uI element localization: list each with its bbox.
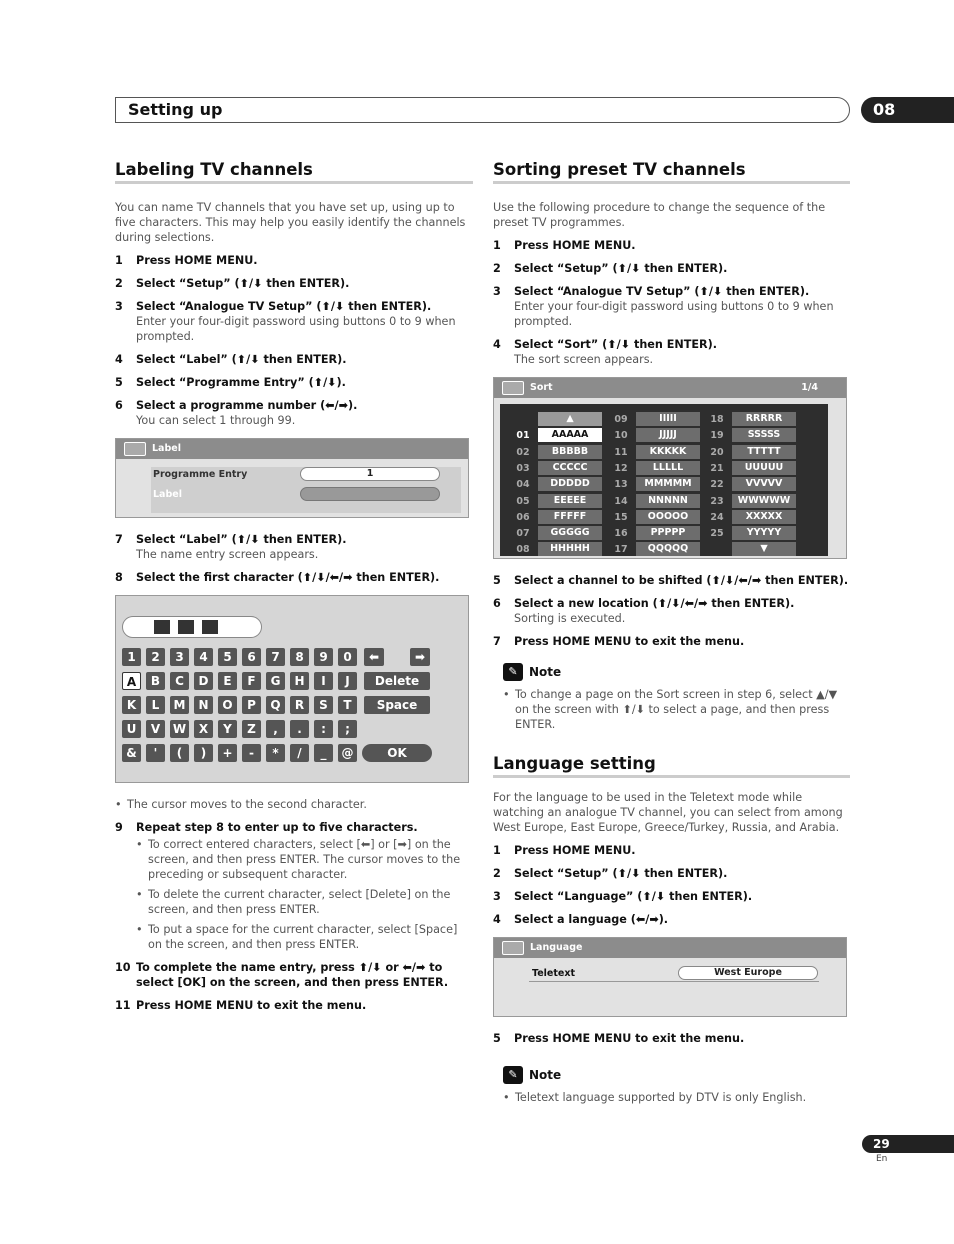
step-main: Select a language (⬅/➡).: [514, 913, 669, 926]
step-text: [136, 299, 473, 344]
sort-cell[interactable]: PPPPP: [636, 526, 700, 540]
step-item: [493, 573, 850, 588]
key-0-8[interactable]: 9: [314, 648, 333, 666]
sort-number: 12: [614, 462, 628, 474]
step-item: [115, 253, 473, 268]
key-0-0[interactable]: 1: [122, 648, 141, 666]
sort-cell[interactable]: CCCCC: [538, 461, 602, 475]
key-1-9[interactable]: J: [338, 672, 357, 690]
page-up-button[interactable]: ▲: [538, 412, 602, 426]
sort-cell[interactable]: UUUUU: [732, 461, 796, 475]
step-main: Select “Analogue TV Setup” (⬆/⬇ then ENTER).: [514, 285, 810, 298]
key-3-9[interactable]: ;: [338, 720, 357, 738]
key-2-3[interactable]: N: [194, 696, 213, 714]
step-main: Select “Setup” (⬆/⬇ then ENTER).: [514, 867, 728, 880]
language-code: En: [876, 1154, 888, 1164]
sort-cell[interactable]: SSSSS: [732, 428, 796, 442]
sort-number: 18: [710, 414, 724, 425]
step-sub: The name entry screen appears.: [136, 548, 319, 561]
step-item: [115, 570, 473, 585]
key-2-5[interactable]: P: [242, 696, 261, 714]
key-1-0[interactable]: A: [122, 672, 141, 690]
sort-number: 23: [710, 495, 724, 507]
step-number: 2: [493, 262, 501, 275]
sort-number: 06: [516, 511, 530, 523]
step-main: Select “Setup” (⬆/⬇ then ENTER).: [136, 277, 350, 290]
step-main: Press HOME MENU to exit the menu.: [514, 635, 745, 648]
bullet-text: To correct entered characters, select [⬅] or [➡] on the screen, and then press ENTER. The cursor moves to the preceding or subsequent character.: [148, 838, 461, 881]
step-number: 5: [115, 376, 123, 389]
key-3-8[interactable]: :: [314, 720, 333, 738]
sort-cell[interactable]: TTTTT: [732, 445, 796, 459]
note-icon: ✎: [503, 663, 523, 681]
step-item: [493, 238, 850, 253]
step-item: [493, 261, 850, 276]
key-3-7[interactable]: .: [290, 720, 309, 738]
sort-number: 04: [516, 479, 530, 491]
section-header: [115, 97, 850, 123]
keyboard-osd: [115, 595, 469, 783]
key-2-6[interactable]: Q: [266, 696, 285, 714]
step-text: [514, 866, 727, 881]
step-number: 7: [115, 533, 123, 546]
sort-cell[interactable]: BBBBB: [538, 445, 602, 459]
step-number: 5: [493, 574, 501, 587]
sort-cell[interactable]: OOOOO: [636, 510, 700, 524]
tv-icon: [502, 381, 524, 395]
sort-cell[interactable]: XXXXX: [732, 510, 796, 524]
sort-cell[interactable]: RRRRR: [732, 412, 796, 426]
teletext-label: Teletext: [532, 968, 576, 979]
sort-number: 16: [614, 528, 628, 540]
step-main: Select “Label” (⬆/⬇ then ENTER).: [136, 533, 347, 546]
key-3-6[interactable]: ,: [266, 720, 285, 738]
step-sub: The sort screen appears.: [514, 353, 654, 366]
page-number: 29: [862, 1135, 954, 1153]
programme-entry-value[interactable]: 1: [300, 467, 440, 481]
key-4-2[interactable]: (: [170, 744, 189, 762]
step-item: [115, 276, 473, 291]
step-text: [514, 596, 794, 626]
sort-cell[interactable]: HHHHH: [538, 542, 602, 556]
sort-osd: Sort 1/4 ▲ 01 AAAAA 02 BBBBB 03 CCCCC 04 DDDDD 05 EEEEE 06 FFFFF 07 GGGGG 08 HHHHH 09 IIIII 10 JJJJJ 11 KKKKK 12 LLLLL 13 MMMMM 14 NNNNN 15 OOOOO 16 PPPPP 17 QQQQQ 18 RRRRR 19 SSSSS 20 TTTTT 21 UUUUU 22 VVVVV 23 WWWWW 24 XXXXX 25 YYYYY ▼: [493, 377, 847, 559]
sort-number: 09: [614, 414, 628, 425]
sort-number: 21: [710, 462, 724, 474]
ok-button[interactable]: OK: [362, 744, 432, 762]
step-item: [115, 299, 473, 344]
sort-cell[interactable]: MMMMM: [636, 477, 700, 491]
step-number: 3: [493, 890, 501, 903]
labeling-section: Labeling TV channels You can name TV channels that you have set up, using up to five characters. This may help you easily identify the channels during selections. 1 Press HOME MENU. 2 Select “Setup” (⬆/⬇ then ENTER). 3 Select “Analogue TV Setup” (⬆/⬇ then ENTER). Enter your four-digit password using buttons 0 to 9 when prompted. 4 Select “Label” (⬆/⬇ then ENTER). 5 Select “Programme Entry” (⬆/⬇). 6 Select a programme number (⬅/➡). You can select 1 through 99. Label Programme Entry 1 Label 7 Select “Label” (⬆/⬇ then ENTER). The name entry screen appears. 8 Select the first character (⬆/⬇/⬅/➡ then ENTER). 1 2 3 4 5 6 7 8 9 0 A B C D E F G H I J K L M N O P Q R S T U V W X Y Z , . : ; & ' ( ) + - * / _ @ ⬅ ➡ Delete Space OK • The cursor moves to the second character. 9 Repeat step 8 to enter up to five characters. • To correct entered characters, select [⬅] or [➡] on the screen, and then press ENTER. The cursor moves to the preceding or subsequent character. • To delete the current character, select [Delete] on the screen, and then press ENTER. • To put a space for the current character, select [Space] on the screen, and then press ENTER. 10 To complete the name entry, press ⬆/⬇ or ⬅/➡ to select [OK] on the screen, and then press ENTER. 11 Press HOME MENU to exit the menu.: [115, 160, 473, 1021]
sort-number: 07: [516, 528, 530, 540]
step-number: 1: [115, 254, 123, 267]
step-item: [115, 398, 473, 428]
sort-number: 14: [614, 495, 628, 507]
step-text: [136, 532, 347, 562]
key-0-6[interactable]: 7: [266, 648, 285, 666]
step-main: Press HOME MENU.: [136, 254, 258, 267]
step-number: 6: [493, 597, 501, 610]
key-2-8[interactable]: S: [314, 696, 333, 714]
sort-cell[interactable]: IIIII: [636, 412, 700, 426]
sort-number: 08: [516, 544, 530, 556]
sort-cell[interactable]: JJJJJ: [636, 428, 700, 442]
sort-cell[interactable]: YYYYY: [732, 526, 796, 540]
step-text: [514, 634, 744, 649]
tv-icon: [502, 941, 524, 955]
key-0-9[interactable]: 0: [338, 648, 357, 666]
step-number: 3: [493, 285, 501, 298]
sort-number: 11: [614, 446, 628, 458]
bullet-text: The cursor moves to the second character.: [127, 798, 367, 811]
step-main: Select “Label” (⬆/⬇ then ENTER).: [136, 353, 347, 366]
step-item: [493, 866, 850, 881]
programme-entry-label: Programme Entry: [153, 469, 248, 480]
step-text: [514, 912, 668, 927]
step-sub: Sorting is executed.: [514, 612, 626, 625]
step-main: Press HOME MENU.: [514, 844, 636, 857]
bullet-text: To put a space for the current character, select [Space] on the screen, and then press ENTER.: [148, 923, 458, 951]
step-item: [493, 634, 850, 649]
step-main: Press HOME MENU.: [514, 239, 636, 252]
label-osd: Label Programme Entry 1 Label: [115, 438, 469, 518]
step-text: [136, 570, 439, 585]
step-main: Select a new location (⬆/⬇/⬅/➡ then ENTER).: [514, 597, 795, 610]
key-2-1[interactable]: L: [146, 696, 165, 714]
sort-number: 03: [516, 462, 530, 474]
cursor-left-button[interactable]: ⬅: [364, 648, 384, 666]
step-text: [514, 284, 850, 329]
key-1-5[interactable]: F: [242, 672, 261, 690]
page-down-button[interactable]: ▼: [732, 542, 796, 556]
step-item: [115, 532, 473, 562]
key-0-3[interactable]: 4: [194, 648, 213, 666]
intro-text: Use the following procedure to change the sequence of the preset TV programmes.: [493, 201, 826, 229]
key-2-9[interactable]: T: [338, 696, 357, 714]
intro-text: For the language to be used in the Teletext mode while watching an analogue TV channel, you can select from among West Europe, East Europe, Greece/Turkey, Russia, and Arabia.: [493, 791, 843, 834]
key-0-1[interactable]: 2: [146, 648, 165, 666]
step-sub: Enter your four-digit password using buttons 0 to 9 when prompted.: [136, 315, 456, 343]
key-0-4[interactable]: 5: [218, 648, 237, 666]
key-4-4[interactable]: +: [218, 744, 237, 762]
step-number: 2: [115, 277, 123, 290]
sort-cell[interactable]: WWWWW: [732, 494, 796, 508]
space-button[interactable]: Space: [364, 696, 430, 714]
sort-number: 19: [710, 430, 724, 442]
label-field-label: Label: [153, 489, 182, 500]
step-text: [514, 843, 636, 858]
cursor-right-button[interactable]: ➡: [410, 648, 430, 666]
step-text: [514, 337, 717, 367]
key-1-8[interactable]: I: [314, 672, 333, 690]
key-3-1[interactable]: V: [146, 720, 165, 738]
step-main: Select “Language” (⬆/⬇ then ENTER).: [514, 890, 753, 903]
sort-cell[interactable]: NNNNN: [636, 494, 700, 508]
key-3-0[interactable]: U: [122, 720, 141, 738]
step-main: Select a channel to be shifted (⬆/⬇/⬅/➡ then ENTER).: [514, 574, 849, 587]
step-number: 3: [115, 300, 123, 313]
key-4-6[interactable]: *: [266, 744, 285, 762]
header-title: Setting up: [128, 100, 223, 119]
key-0-2[interactable]: 3: [170, 648, 189, 666]
key-2-7[interactable]: R: [290, 696, 309, 714]
chapter-badge: 08: [861, 97, 954, 123]
step-number: 1: [493, 844, 501, 857]
key-3-5[interactable]: Z: [242, 720, 261, 738]
key-2-0[interactable]: K: [122, 696, 141, 714]
note-heading: ✎ Note: [503, 1066, 850, 1084]
sort-cell[interactable]: KKKKK: [636, 445, 700, 459]
sort-number: 20: [710, 446, 724, 458]
step-main: Select a programme number (⬅/➡).: [136, 399, 358, 412]
key-0-7[interactable]: 8: [290, 648, 309, 666]
sort-cell[interactable]: FFFFF: [538, 510, 602, 524]
step-item: [493, 284, 850, 329]
sort-number: 15: [614, 511, 628, 523]
sort-number: 05: [516, 495, 530, 507]
key-4-0[interactable]: &: [122, 744, 141, 762]
key-0-5[interactable]: 6: [242, 648, 261, 666]
sort-cell[interactable]: LLLLL: [636, 461, 700, 475]
note-icon: ✎: [503, 1066, 523, 1084]
step-text: [136, 375, 346, 390]
key-3-3[interactable]: X: [194, 720, 213, 738]
step-number: 6: [115, 399, 123, 412]
step-number: 8: [115, 571, 123, 584]
step-text: [136, 253, 258, 268]
char-slot: [130, 620, 146, 634]
step-item: [115, 375, 473, 390]
delete-button[interactable]: Delete: [364, 672, 430, 690]
step-number: 4: [115, 353, 123, 366]
key-1-7[interactable]: H: [290, 672, 309, 690]
note-text: To change a page on the Sort screen in step 6, select ▲/▼ on the screen with ⬆/⬇ to select a page, and then press ENTER.: [515, 688, 838, 731]
step-item: [493, 596, 850, 626]
sort-number: 02: [516, 446, 530, 458]
step-text: [514, 261, 727, 276]
tv-icon: [124, 442, 146, 456]
sort-number: 01: [516, 430, 530, 442]
page-indicator: 1/4: [801, 382, 818, 393]
step-sub: You can select 1 through 99.: [136, 414, 296, 427]
key-2-4[interactable]: O: [218, 696, 237, 714]
sort-cell[interactable]: QQQQQ: [636, 542, 700, 556]
key-3-4[interactable]: Y: [218, 720, 237, 738]
step-main: Select the first character (⬆/⬇/⬅/➡ then ENTER).: [136, 571, 440, 584]
step-text: [136, 352, 347, 367]
step-text: [514, 238, 636, 253]
sort-number: 22: [710, 479, 724, 491]
step-item: [115, 352, 473, 367]
sort-cell[interactable]: AAAAA: [538, 428, 602, 442]
sort-number: 25: [710, 528, 724, 540]
key-1-2[interactable]: C: [170, 672, 189, 690]
sorting-section: Sorting preset TV channels Use the following procedure to change the sequence of the preset TV programmes. 1 Press HOME MENU. 2 Select “Setup” (⬆/⬇ then ENTER). 3 Select “Analogue TV Setup” (⬆/⬇ then ENTER). Enter your four-digit password using buttons 0 to 9 when prompted. 4 Select “Sort” (⬆/⬇ then ENTER). The sort screen appears. Sort 1/4 ▲ 01 AAAAA 02 BBBBB 03 CCCCC 04 DDDDD 05 EEEEE 06 FFFFF 07 GGGGG 08 HHHHH 09 IIIII 10 JJJJJ 11 KKKKK 12 LLLLL 13 MMMMM 14 NNNNN 15 OOOOO 16 PPPPP 17 QQQQQ 18 RRRRR 19 SSSSS 20 TTTTT 21 UUUUU 22 VVVVV 23 WWWWW 24 XXXXX 25 YYYYY ▼ 5 Select a channel to be shifted (⬆/⬇/⬅/➡ then ENTER). 6 Select a new location (⬆/⬇/⬅/➡ then ENTER). Sorting is executed. 7 Press HOME MENU to exit the menu. ✎ Note • To change a page on the Sort screen in step 6, select ▲/▼ on the screen with ⬆/⬇ to select a page, and then press ENTER. Language setting For the language to be used in the Teletext mode while watching an analogue TV channel, you can select from among West Europe, East Europe, Greece/Turkey, Russia, and Arabia. 1 Press HOME MENU. 2 Select “Setup” (⬆/⬇ then ENTER). 3 Select “Language” (⬆/⬇ then ENTER). 4 Select a language (⬅/➡). Language Teletext West Europe 5 Press HOME MENU to exit the menu. ✎ Note • Teletext language supported by DTV is only English.: [493, 160, 849, 1104]
label-field[interactable]: [300, 487, 440, 501]
step-number: 4: [493, 338, 501, 351]
step-text: [514, 573, 848, 588]
note-text: Teletext language supported by DTV is only English.: [515, 1091, 807, 1104]
key-3-2[interactable]: W: [170, 720, 189, 738]
sort-cell[interactable]: GGGGG: [538, 526, 602, 540]
sort-cell[interactable]: VVVVV: [732, 477, 796, 491]
key-1-6[interactable]: G: [266, 672, 285, 690]
step-main: Select “Sort” (⬆/⬇ then ENTER).: [514, 338, 718, 351]
step-number: 1: [493, 239, 501, 252]
key-4-9[interactable]: @: [338, 744, 357, 762]
note-heading: ✎ Note: [503, 663, 850, 681]
char-slot: [202, 620, 218, 634]
bullet-text: To delete the current character, select [Delete] on the screen, and then press ENTER.: [148, 888, 451, 916]
key-4-8[interactable]: _: [314, 744, 333, 762]
key-2-2[interactable]: M: [170, 696, 189, 714]
step-number: 7: [493, 635, 501, 648]
step-sub: Enter your four-digit password using buttons 0 to 9 when prompted.: [514, 300, 834, 328]
step-text: [514, 889, 752, 904]
key-1-1[interactable]: B: [146, 672, 165, 690]
section-title: Labeling TV channels: [115, 160, 473, 184]
sort-number: 13: [614, 479, 628, 491]
step-number: 2: [493, 867, 501, 880]
key-4-5[interactable]: -: [242, 744, 261, 762]
step-main: Select “Analogue TV Setup” (⬆/⬇ then ENTER).: [136, 300, 432, 313]
step-item: [493, 843, 850, 858]
language-osd: Language Teletext West Europe: [493, 937, 847, 1017]
step-main: Select “Setup” (⬆/⬇ then ENTER).: [514, 262, 728, 275]
step-text: [136, 276, 349, 291]
step-main: Select “Programme Entry” (⬆/⬇).: [136, 376, 346, 389]
intro-text: You can name TV channels that you have set up, using up to five characters. This may help you easily identify the channels during selections.: [115, 201, 466, 244]
step-text: [136, 398, 357, 428]
char-slot: [154, 620, 170, 634]
key-1-4[interactable]: E: [218, 672, 237, 690]
key-1-3[interactable]: D: [194, 672, 213, 690]
sort-number: 24: [710, 511, 724, 523]
sort-number: 10: [614, 430, 628, 442]
sort-number: 17: [614, 544, 628, 556]
step-item: [493, 337, 850, 367]
step-number: 4: [493, 913, 501, 926]
teletext-language-select[interactable]: West Europe: [678, 966, 818, 980]
bullet-item: • To put a space for the current character, select [Space] on the screen, and then press ENTER.: [136, 922, 473, 952]
key-4-7[interactable]: /: [290, 744, 309, 762]
section-title: Sorting preset TV channels: [493, 160, 850, 184]
bullet-item: • To correct entered characters, select [⬅] or [➡] on the screen, and then press ENTER. The cursor moves to the preceding or subsequent character.: [136, 837, 473, 882]
key-4-1[interactable]: ': [146, 744, 165, 762]
step-item: [493, 912, 850, 927]
section-title: Language setting: [493, 754, 850, 778]
sort-cell[interactable]: EEEEE: [538, 494, 602, 508]
bullet-item: • To delete the current character, select [Delete] on the screen, and then press ENTER.: [136, 887, 473, 917]
step-item: [493, 889, 850, 904]
char-slot: [178, 620, 194, 634]
key-4-3[interactable]: ): [194, 744, 213, 762]
sort-cell[interactable]: DDDDD: [538, 477, 602, 491]
